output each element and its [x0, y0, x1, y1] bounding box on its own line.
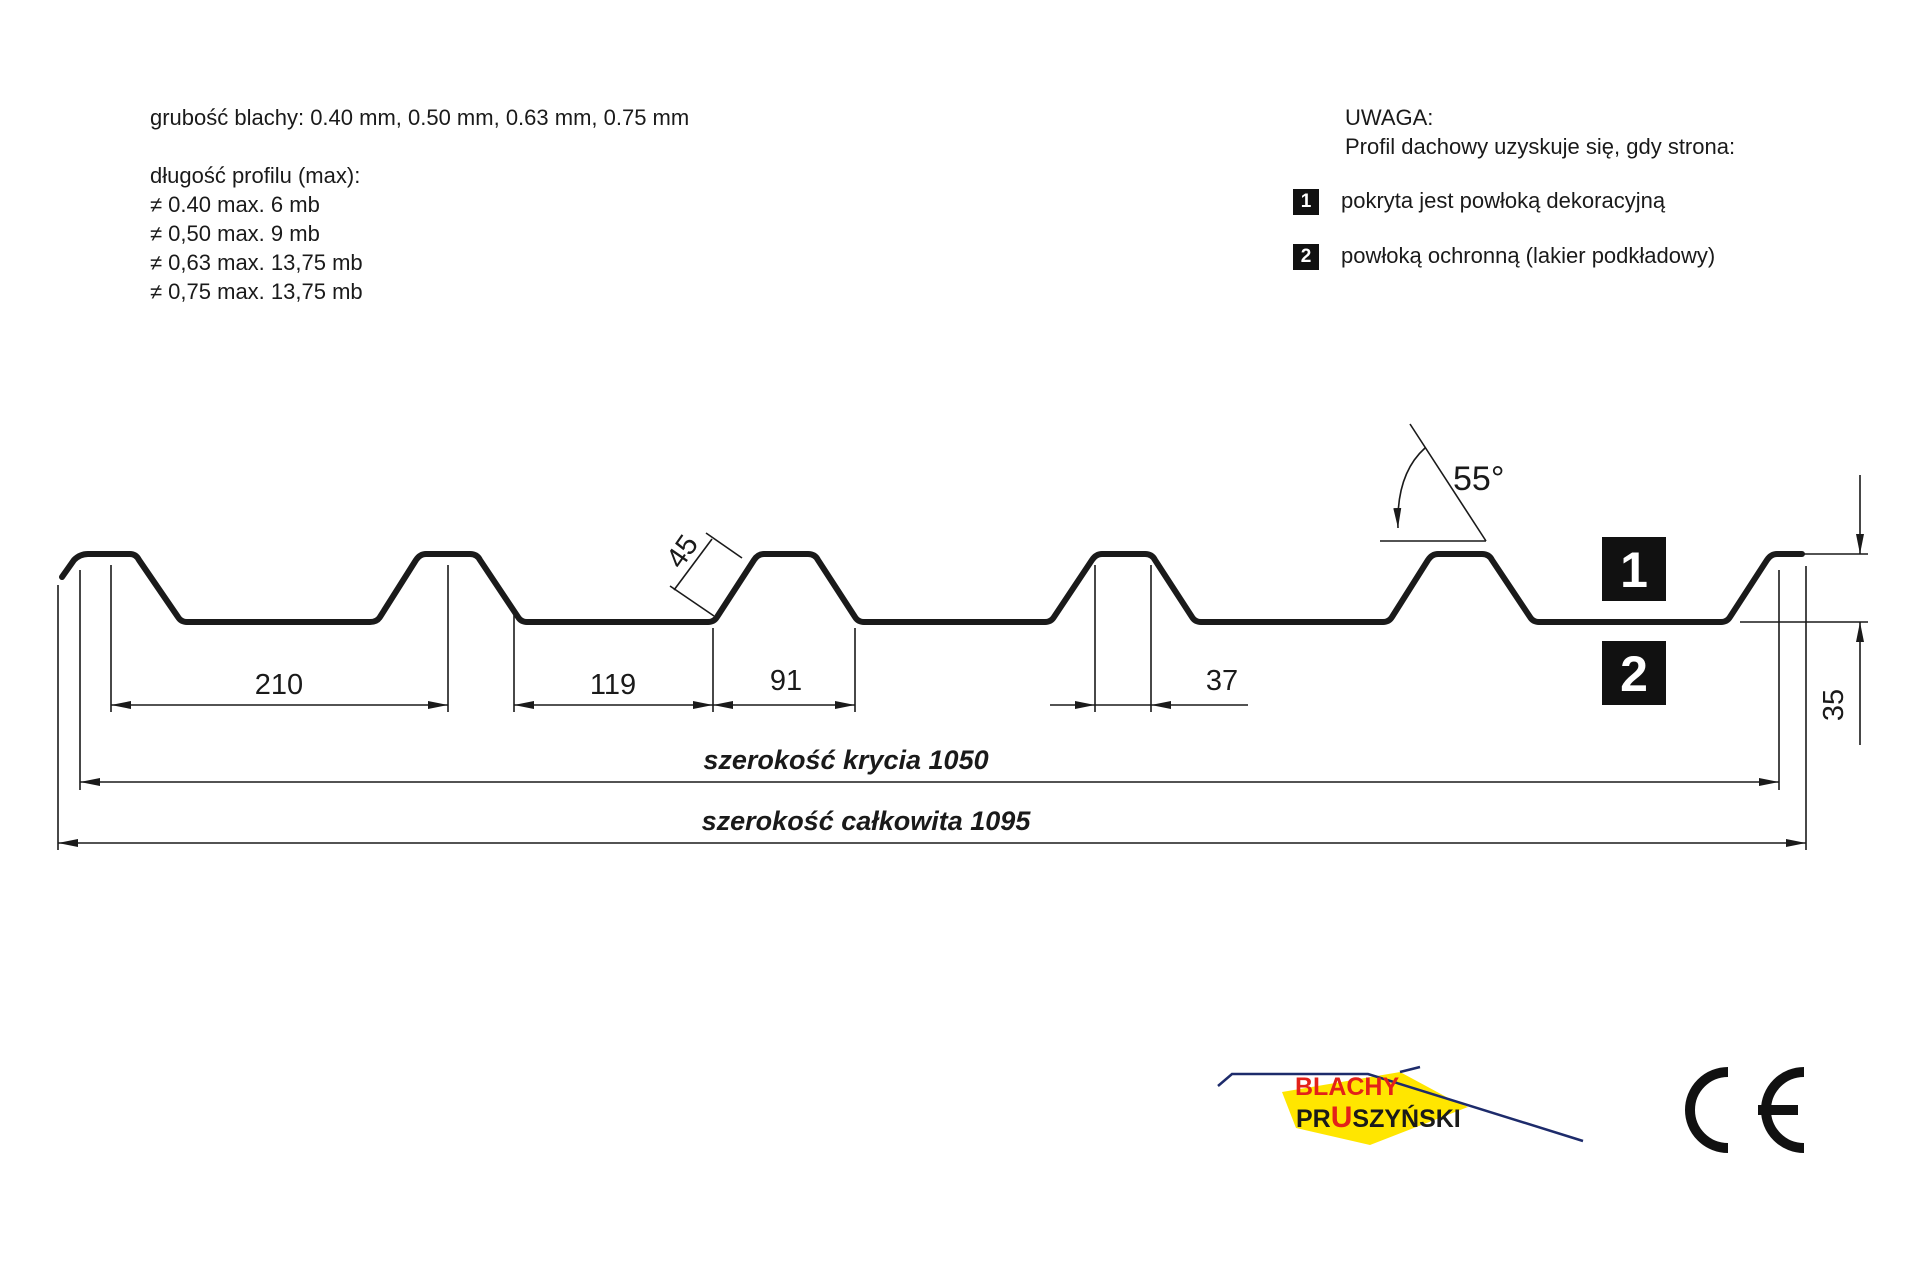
- cover-width-label: szerokość krycia 1050: [703, 745, 989, 775]
- angle-arc: [1398, 448, 1425, 528]
- note-item-text: powłoką ochronną (lakier podkładowy): [1341, 243, 1716, 268]
- ext-line-45: [706, 533, 742, 558]
- ce-mark: [1676, 1060, 1816, 1160]
- angle-label: 55°: [1453, 460, 1505, 498]
- length-row: ≠ 0,63 max. 13,75 mb: [150, 250, 363, 275]
- dim-label-210: 210: [254, 669, 304, 701]
- length-title: długość profilu (max):: [150, 163, 361, 188]
- side-label-2: 2: [1620, 646, 1648, 702]
- length-row: ≠ 0,50 max. 9 mb: [150, 221, 320, 246]
- logo-roof-line: [1400, 1067, 1420, 1072]
- total-width-label: szerokość całkowita 1095: [701, 806, 1031, 836]
- thickness-text: grubość blachy: 0.40 mm, 0.50 mm, 0.63 mm, 0.75 mm: [150, 105, 690, 130]
- note-item-text: pokryta jest powłoką dekoracyjną: [1341, 188, 1666, 213]
- length-row: ≠ 0,75 max. 13,75 mb: [150, 279, 363, 304]
- length-row: ≠ 0.40 max. 6 mb: [150, 192, 320, 217]
- note-subtitle: Profil dachowy uzyskuje się, gdy strona:: [1345, 134, 1736, 159]
- dim-label-45: 45: [660, 529, 705, 575]
- side-label-1: 1: [1620, 542, 1648, 598]
- ext-line-45: [670, 586, 714, 616]
- badge-1: 1: [1293, 189, 1319, 215]
- badge-2: 2: [1293, 244, 1319, 270]
- sheet-profile: [62, 554, 1802, 622]
- dim-label-91: 91: [769, 665, 803, 697]
- logo-text-blachy: BLACHY: [1295, 1073, 1400, 1101]
- dim-label-119: 119: [589, 669, 637, 701]
- note-title: UWAGA:: [1345, 105, 1434, 130]
- logo-text-pruszynski: PRUSZYŃSKI: [1296, 1101, 1461, 1134]
- company-logo: [1218, 1067, 1583, 1145]
- dim-label-37: 37: [1205, 665, 1239, 697]
- dim-label-35: 35: [1818, 688, 1850, 722]
